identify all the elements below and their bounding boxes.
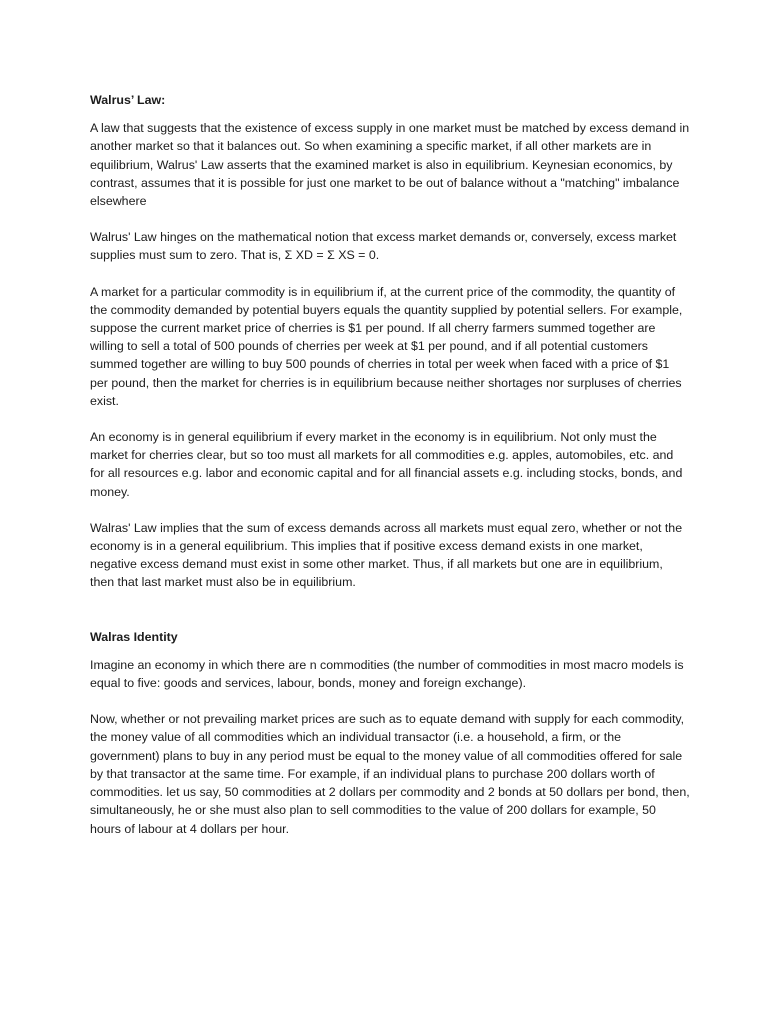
paragraph: Walrus' Law hinges on the mathematical notion that excess market demands or, conversely, excess market supplies must sum to zero. That is, Σ XD = Σ XS = 0. xyxy=(90,230,677,263)
paragraph: An economy is in general equilibrium if every market in the economy is in equilibrium. Not only must the market for cherries clear, but so too must all markets for all commodities e.g. apples, automobiles, etc. and for all resources e.g. labor and economic capital and for all financial assets e.g. including stocks, bonds, and money. xyxy=(90,430,683,499)
document-body xyxy=(90,91,690,856)
section-heading-walras-identity: Walras Identity xyxy=(90,629,178,644)
section-spacer xyxy=(90,610,690,628)
paragraph: A law that suggests that the existence of excess supply in one market must be matched by excess demand in another market so that it balances out. So when examining a specific market, if all other markets are in equilibrium, Walrus' Law asserts that the examined market is also in equilibrium. Keynesian economics, by contrast, assumes that it is possible for just one market to be out of balance without a "matching" imbalance elsewhere xyxy=(90,121,690,209)
paragraph: Now, whether or not prevailing market prices are such as to equate demand with supply for each commodity, the money value of all commodities which an individual transactor (i.e. a household, a firm, or the government) plans to buy in any period must be equal to the money value of all commodities offered for sale by that transactor at the same time. For example, if an individual plans to purchase 200 dollars worth of commodities. let us say, 50 commodities at 2 dollars per commodity and 2 bonds at 50 dollars per bond, then, simultaneously, he or she must also plan to sell commodities to the value of 200 dollars for example, 50 hours of labour at 4 dollars per hour. xyxy=(90,712,690,836)
paragraph: A market for a particular commodity is in equilibrium if, at the current price of the commodity, the quantity of the commodity demanded by potential buyers equals the quantity supplied by potential sellers. For example, suppose the current market price of cherries is $1 per pound. If all cherry farmers summed together are willing to sell a total of 500 pounds of cherries per week at $1 per pound, and if all potential customers summed together are willing to buy 500 pounds of cherries in total per week when faced with a price of $1 per pound, then the market for cherries is in equilibrium because neither shortages nor surpluses of cherries exist. xyxy=(90,284,683,408)
paragraph: Walras' Law implies that the sum of excess demands across all markets must equal zero, whether or not the economy is in a general equilibrium. This implies that if positive excess demand exists in one market, negative excess demand must exist in some other market. Thus, if all markets but one are in equilibrium, then that last market must also be in equilibrium. xyxy=(90,520,683,590)
paragraph: Imagine an economy in which there are n commodities (the number of commodities in most macro models is equal to five: goods and services, labour, bonds, money and foreign exchange). xyxy=(90,657,684,691)
section-heading-walrus-law: Walrus’ Law: xyxy=(90,93,166,107)
